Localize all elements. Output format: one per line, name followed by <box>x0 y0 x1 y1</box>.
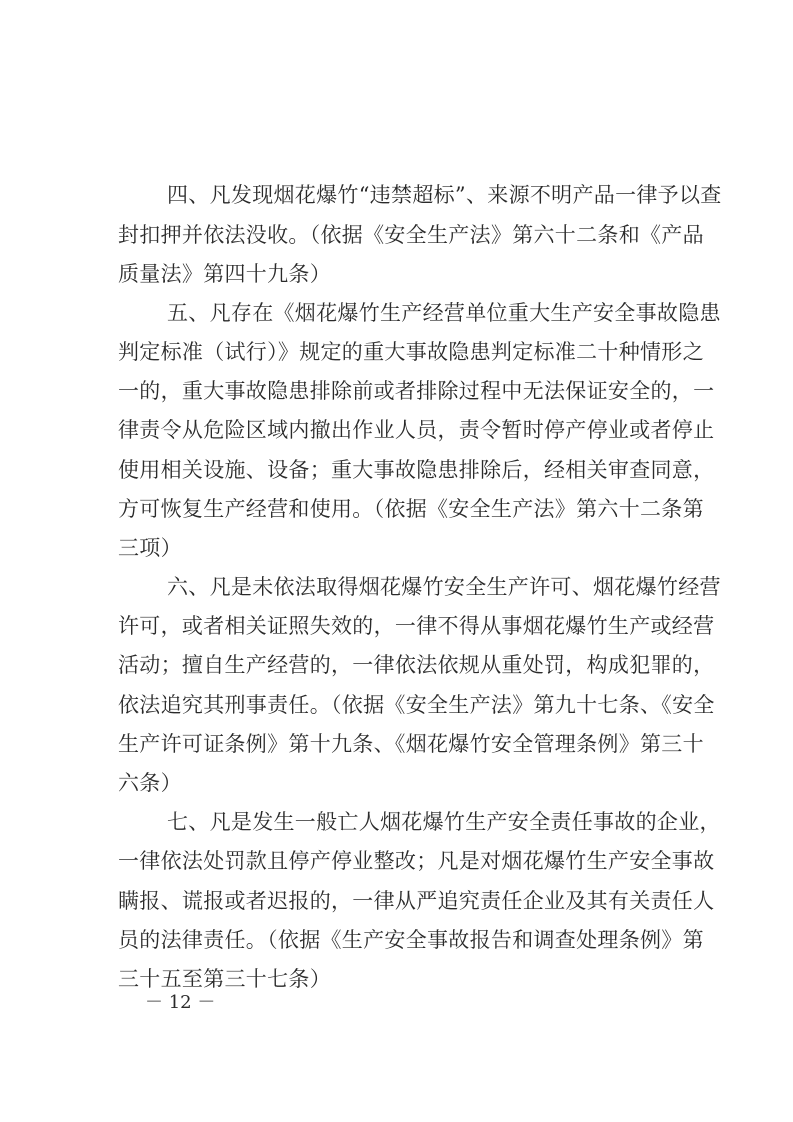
text-line: 六、凡是未依法取得烟花爆竹安全生产许可、烟花爆竹经营 <box>167 575 721 599</box>
text-line: 封扣押并依法没收。（依据《安全生产法》第六十二条和《产品 <box>118 223 704 247</box>
text-line: 生产许可证条例》第十九条、《烟花爆竹安全管理条例》第三十 <box>118 732 704 756</box>
text-line: 律责令从危险区域内撤出作业人员，责令暂时停产停业或者停止 <box>118 418 715 442</box>
text-line: 三项） <box>118 536 182 560</box>
text-line: 活动；擅自生产经营的，一律依法依规从重处罚，构成犯罪的， <box>118 653 715 677</box>
text-line: 五、凡存在《烟花爆竹生产经营单位重大生产安全事故隐患 <box>167 301 721 325</box>
text-line: 依法追究其刑事责任。（依据《安全生产法》第九十七条、《安全 <box>118 693 715 717</box>
text-line: 使用相关设施、设备；重大事故隐患排除后，经相关审查同意， <box>118 458 715 482</box>
text-line: 四、凡发现烟花爆竹“违禁超标”、来源不明产品一律予以查 <box>167 183 722 207</box>
text-line: 许可，或者相关证照失效的，一律不得从事烟花爆竹生产或经营 <box>118 614 715 638</box>
text-line: 员的法律责任。（依据《生产安全事故报告和调查处理条例》第 <box>118 928 704 952</box>
text-line: 方可恢复生产经营和使用。（依据《安全生产法》第六十二条第 <box>118 497 704 521</box>
text-line: 三十五至第三十七条） <box>118 967 331 991</box>
text-line: 瞒报、谎报或者迟报的，一律从严追究责任企业及其有关责任人 <box>118 889 715 913</box>
text-line: 七、凡是发生一般亡人烟花爆竹生产安全责任事故的企业， <box>167 810 721 834</box>
text-line: 判定标准（试行）》规定的重大事故隐患判定标准二十种情形之 <box>118 340 704 364</box>
text-line: 六条） <box>118 771 182 795</box>
text-line: 一的，重大事故隐患排除前或者排除过程中无法保证安全的，一 <box>118 379 715 403</box>
text-line: 一律依法处罚款且停产停业整改；凡是对烟花爆竹生产安全事故 <box>118 849 715 873</box>
page-number: － 12 － <box>145 992 216 1013</box>
text-line: 质量法》第四十九条） <box>118 262 331 286</box>
